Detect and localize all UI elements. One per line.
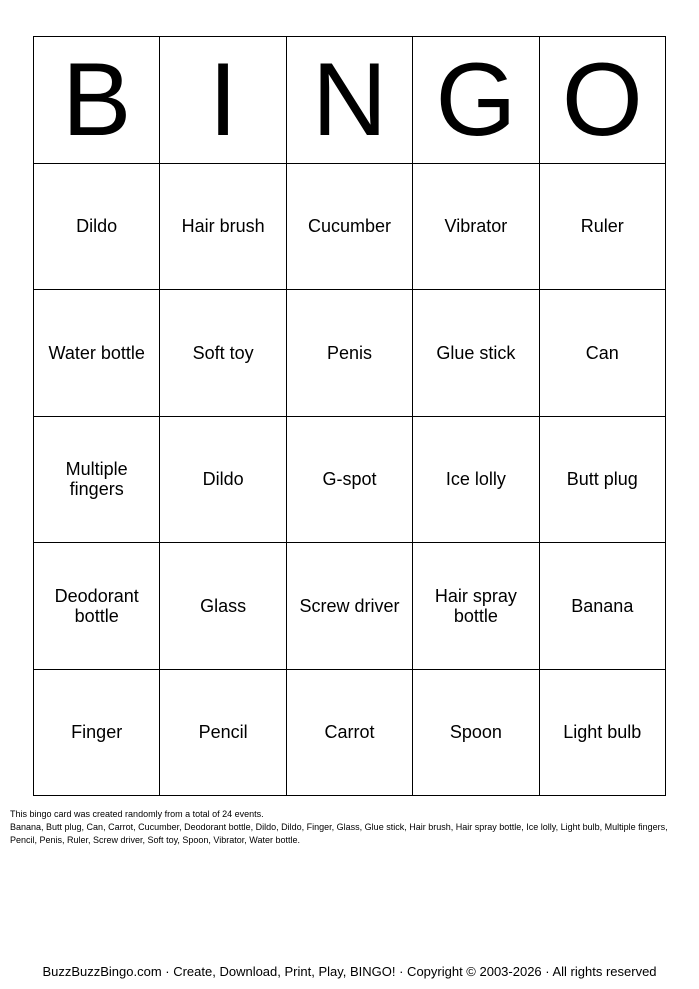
bingo-cell: Glue stick [413, 290, 539, 417]
bingo-cell: Penis [287, 290, 413, 417]
header-letter-b: B [34, 37, 160, 164]
bingo-cell: Finger [34, 670, 160, 797]
header-letter-g: G [413, 37, 539, 164]
header-letter-i: I [160, 37, 286, 164]
bingo-card [33, 36, 666, 796]
page-footer: BuzzBuzzBingo.com · Create, Download, Print, Play, BINGO! · Copyright © 2003-2026 · All rights reserved [42, 964, 657, 979]
bingo-cell: Spoon [413, 670, 539, 797]
bingo-cell: Cucumber [287, 164, 413, 291]
bingo-cell: Ruler [540, 164, 666, 291]
bingo-cell: Hair brush [160, 164, 286, 291]
bingo-cell: Deodorant bottle [34, 543, 160, 670]
bingo-cell: Dildo [160, 417, 286, 544]
card-note [10, 808, 693, 847]
bingo-cell: Screw driver [287, 543, 413, 670]
bingo-cell: Ice lolly [413, 417, 539, 544]
bingo-cell: Pencil [160, 670, 286, 797]
header-letter-n: N [287, 37, 413, 164]
bingo-cell: Multiple fingers [34, 417, 160, 544]
bingo-cell: Carrot [287, 670, 413, 797]
bingo-cell: Banana [540, 543, 666, 670]
bingo-cell: Water bottle [34, 290, 160, 417]
bingo-cell: Butt plug [540, 417, 666, 544]
header-letter-o: O [540, 37, 666, 164]
bingo-cell: Soft toy [160, 290, 286, 417]
bingo-cell: Dildo [34, 164, 160, 291]
bingo-cell: Hair spray bottle [413, 543, 539, 670]
bingo-cell: Can [540, 290, 666, 417]
card-note-summary: This bingo card was created randomly from a total of 24 events. [10, 809, 264, 819]
bingo-cell: Glass [160, 543, 286, 670]
bingo-cell: Light bulb [540, 670, 666, 797]
bingo-cell: Vibrator [413, 164, 539, 291]
bingo-cell: G-spot [287, 417, 413, 544]
card-note-events-list: Banana, Butt plug, Can, Carrot, Cucumber, Deodorant bottle, Dildo, Dildo, Finger, Glass, Glue stick, Hair brush, Hair spray bottle, Ice lolly, Light bulb, Multiple fingers, Pencil, Penis, Ruler, Screw driver, Soft toy, Spoon, Vibrator, Water bottle. [10, 822, 668, 845]
